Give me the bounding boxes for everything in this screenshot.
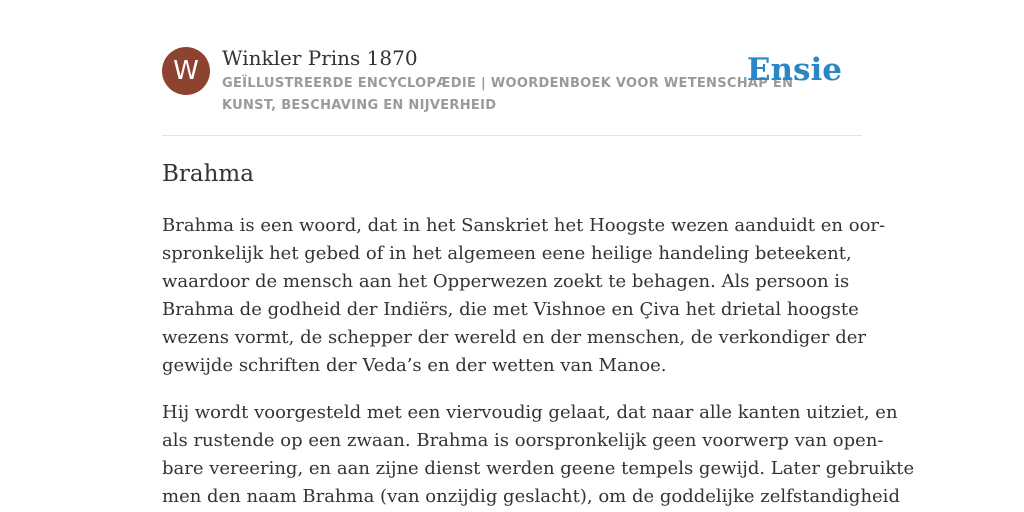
paragraph-line: waardoor de mensch aan het Opperwezen zoekt te behagen. Als persoon is	[162, 271, 850, 292]
paragraph-line: wezens vormt, de schepper der wereld en der menschen, de verkondiger der	[162, 327, 867, 348]
paragraph-line: gewijde schriften der Veda’s en der wetten van Manoe.	[162, 355, 667, 376]
publication-subtitle	[222, 73, 794, 117]
publication-subtitle-line: KUNST, BESCHAVING EN NIJVERHEID	[222, 98, 497, 113]
paragraph-line: Brahma is een woord, dat in het Sanskriet het Hoogste wezen aanduidt en oor-	[162, 215, 886, 236]
paragraph-line: Hij wordt voorgesteld met een viervoudig gelaat, dat naar alle kanten uitziet, en	[162, 402, 898, 423]
paragraph-line: bare vereering, en aan zijne dienst werden geene tempels gewijd. Later gebruikte	[162, 458, 915, 479]
article-paragraph	[162, 399, 915, 511]
publication-subtitle-line: GEÏLLUSTREERDE ENCYCLOPÆDIE | WOORDENBOEK VOOR WETENSCHAP EN	[222, 76, 794, 91]
publication-title[interactable]: Winkler Prins 1870	[222, 46, 418, 70]
paragraph-line: als rustende op een zwaan. Brahma is oorspronkelijk geen voorwerp van open-	[162, 430, 884, 451]
paragraph-line: Brahma de godheid der Indiërs, die met Vishnoe en Çiva het drietal hoogste	[162, 299, 859, 320]
article-title: Brahma	[162, 161, 254, 187]
article-paragraph	[162, 212, 886, 380]
header-divider	[162, 135, 862, 136]
article-body	[162, 212, 915, 512]
paragraph-line: men den naam Brahma (van onzijdig geslacht), om de goddelijke zelfstandigheid	[162, 486, 900, 507]
paragraph-line: spronkelijk het gebed of in het algemeen eene heilige handeling beteekent,	[162, 243, 852, 264]
ensie-logo-link[interactable]: Ensie	[746, 52, 842, 88]
publication-header	[162, 46, 862, 136]
publication-avatar[interactable]: W	[162, 47, 210, 95]
